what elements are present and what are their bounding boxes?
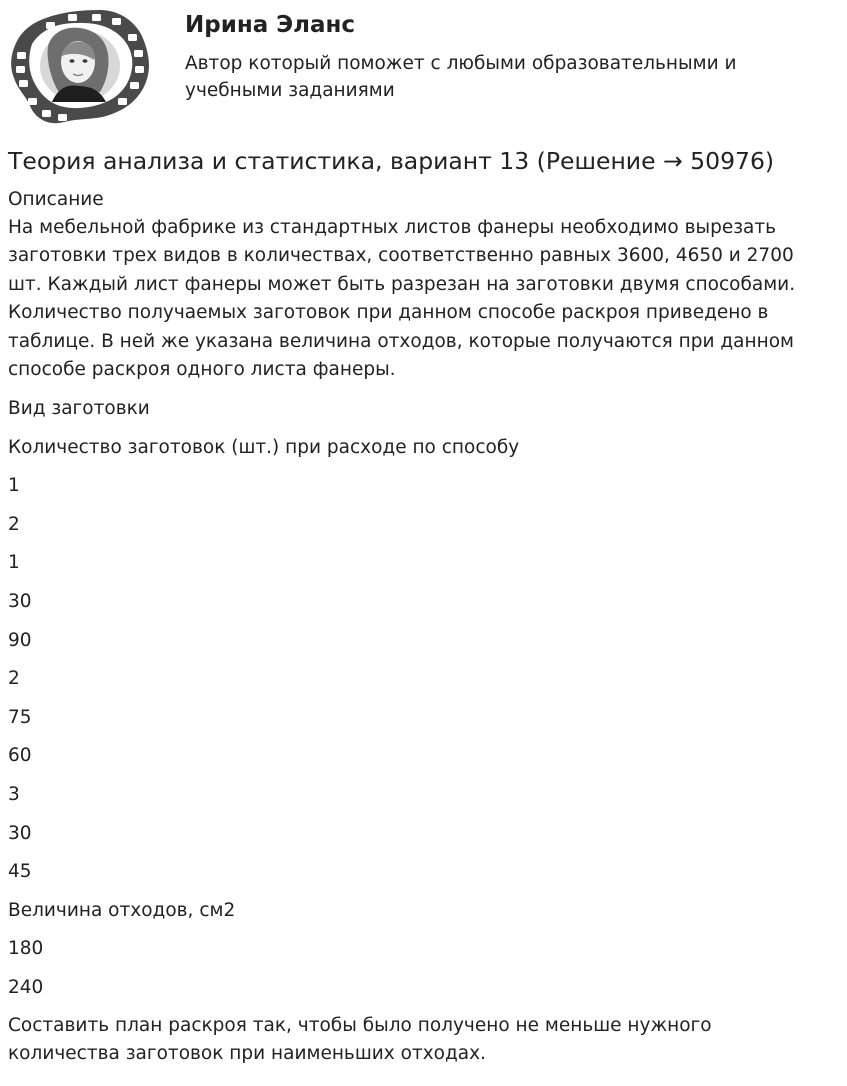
table-cell: 180: [8, 938, 44, 960]
author-header: [0, 0, 847, 130]
page-title: Теория анализа и статистика, вариант 13 (Решение → 50976): [8, 147, 775, 175]
description-text: На мебельной фабрике из стандартных листов фанеры необходимо вырезать заготовки трех видов в количествах, соответственно равных 3600, 4650 и 2700 шт. Каждый лист фанеры может быть разрезан на заготовки двумя способами. Количество получаемых заготовок при данном способе раскроя приведено в таблице. В ней же указана величина отходов, которые получаются при данном способе раскроя одного листа фанеры.: [8, 217, 796, 381]
table-cell: 90: [8, 629, 32, 651]
author-bio: Автор который поможет с любыми образовательными и учебными заданиями: [185, 53, 737, 101]
table-cell: 75: [8, 706, 32, 728]
table-header-quantity: Количество заготовок (шт.) при расходе по способу: [8, 436, 520, 458]
task-text: Составить план раскроя так, чтобы было получено не меньше нужного количества заготовок при наименьших отходах.: [8, 1014, 712, 1064]
table-cell: 240: [8, 976, 44, 998]
table-cell: 2: [8, 513, 20, 535]
table-cell: 1: [8, 552, 20, 574]
table-header-waste: Величина отходов, см2: [8, 899, 236, 921]
author-name[interactable]: Ирина Эланс: [185, 12, 356, 38]
description-label: Описание: [8, 189, 104, 210]
table-cell: 45: [8, 861, 32, 883]
author-avatar[interactable]: [6, 6, 152, 128]
table-cell: 30: [8, 822, 32, 844]
work-content: [8, 186, 828, 1068]
table-cell: 2: [8, 668, 20, 690]
table-cell: 3: [8, 783, 20, 805]
table-cell: 1: [8, 475, 20, 497]
table-cell: 60: [8, 745, 32, 767]
table-cell: 30: [8, 591, 32, 612]
table-header-blank-type: Вид заготовки: [8, 398, 150, 420]
